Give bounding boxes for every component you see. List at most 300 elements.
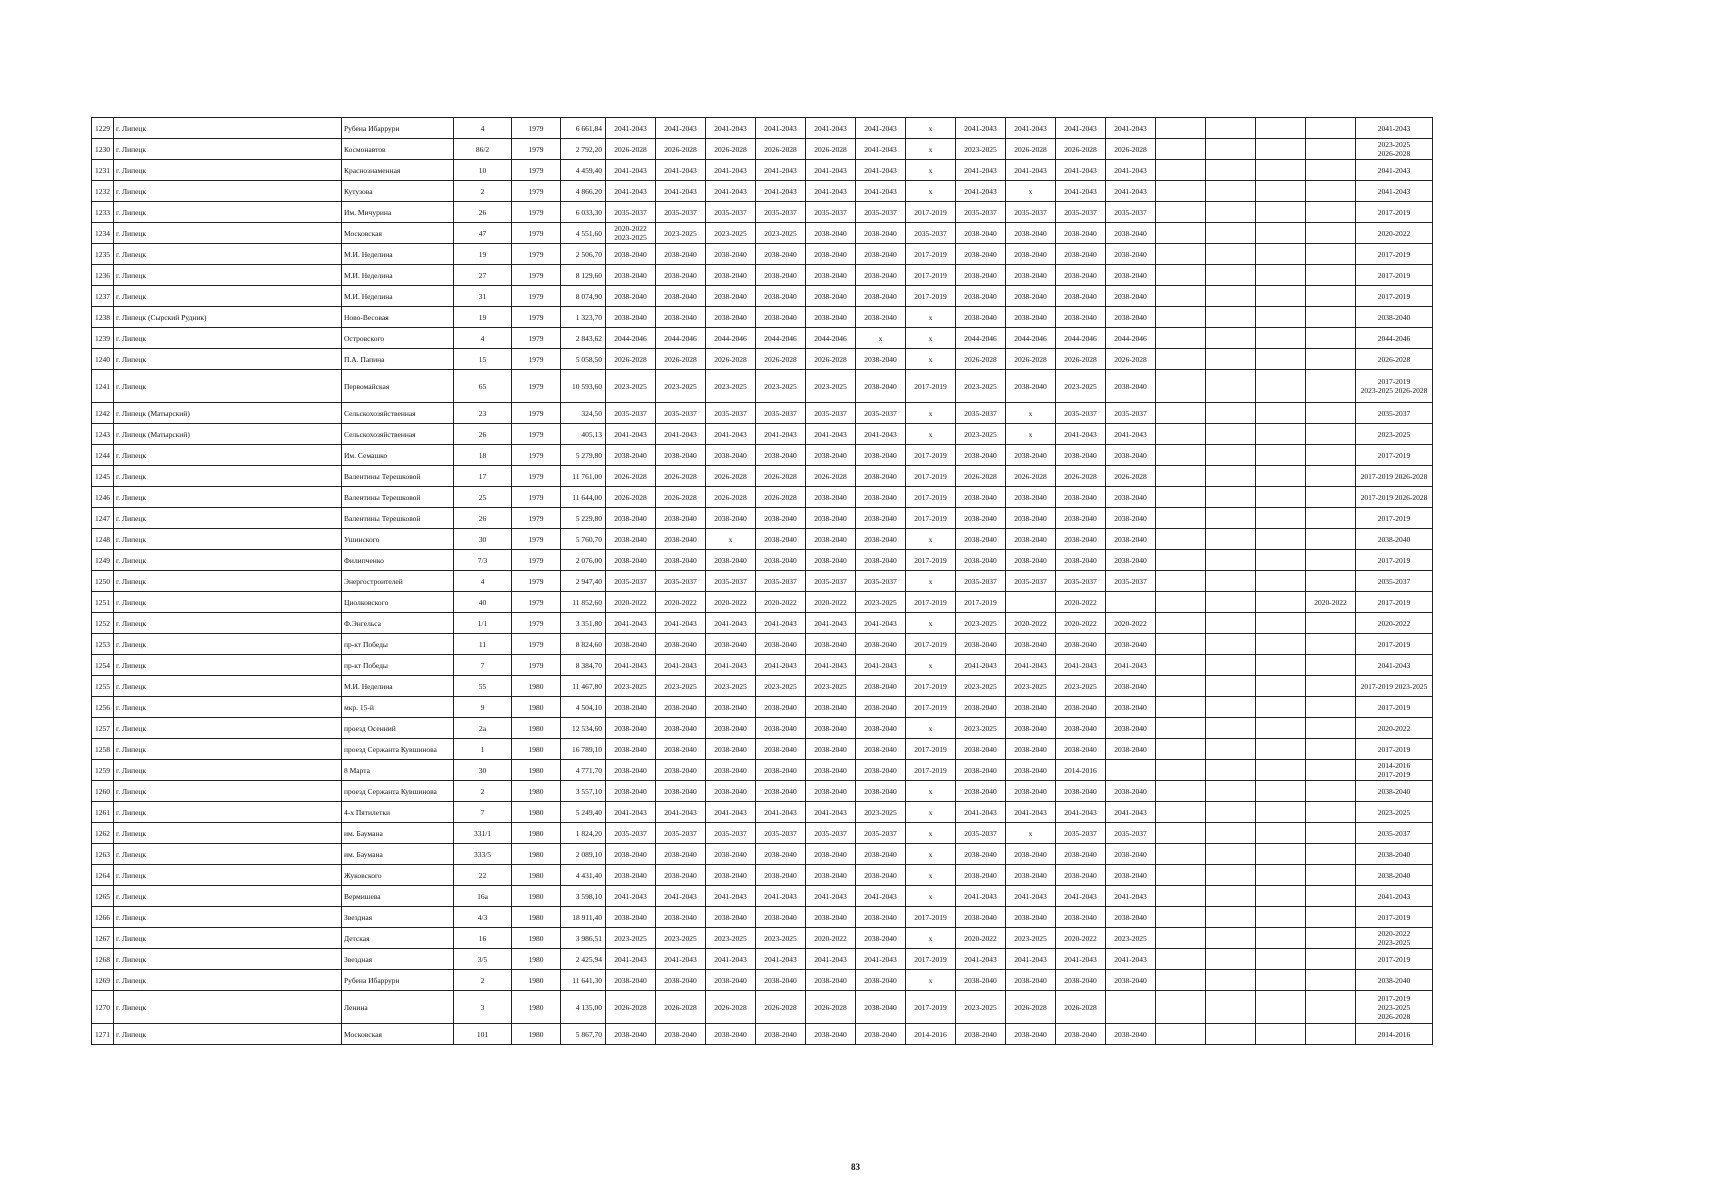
repair-period-cell: 2023-2025 [956,676,1006,697]
row-number-cell: 1241 [92,370,114,403]
repair-period-cell: 2041-2043 [756,424,806,445]
area-cell: 4 135,00 [561,991,606,1024]
repair-period-cell: x [906,181,956,202]
repair-period-cell: 2038-2040 [756,865,806,886]
repair-period-cell: 2038-2040 [856,676,906,697]
repair-period-cell: 2038-2040 [1056,970,1106,991]
row-number-cell: 1271 [92,1024,114,1045]
repair-period-cell [1256,592,1306,613]
house-number-cell: 65 [454,370,512,403]
repair-period-cell: 2026-2028 [806,991,856,1024]
repair-period-cell: 2038-2040 [856,907,906,928]
repair-period-cell [1156,307,1206,328]
repair-period-cell: 2041-2043 [856,160,906,181]
repair-period-cell [1306,118,1356,139]
house-number-cell: 2 [454,781,512,802]
repair-period-cell: 2038-2040 [856,1024,906,1045]
repair-period-cell: 2038-2040 [1006,781,1056,802]
locality-cell: г. Липецк [114,634,342,655]
repair-period-cell [1256,886,1306,907]
summary-period-cell: 2017-2019 [1356,286,1433,307]
repair-period-cell: 2038-2040 [756,307,806,328]
repair-period-cell: 2041-2043 [756,118,806,139]
repair-period-cell: 2038-2040 [856,370,906,403]
street-cell: М.И. Неделина [342,265,454,286]
locality-cell: г. Липецк [114,1024,342,1045]
table-row [92,286,1433,307]
street-cell: проезд Осенний [342,718,454,739]
repair-period-cell: 2017-2019 [906,634,956,655]
repair-period-cell [1206,760,1256,781]
house-number-cell: 10 [454,160,512,181]
repair-period-cell: x [906,802,956,823]
repair-period-cell: x [906,613,956,634]
repair-period-cell: 2038-2040 [706,781,756,802]
repair-period-cell: 2041-2043 [706,613,756,634]
summary-period-cell: 2014-2016 2017-2019 [1356,760,1433,781]
repair-period-cell [1156,403,1206,424]
repair-period-cell [1306,349,1356,370]
repair-period-cell: 2038-2040 [1006,370,1056,403]
summary-period-cell: 2038-2040 [1356,529,1433,550]
repair-period-cell: 2038-2040 [1106,1024,1156,1045]
repair-period-cell: 2041-2043 [956,160,1006,181]
locality-cell: г. Липецк [114,823,342,844]
repair-period-cell: 2038-2040 [956,739,1006,760]
summary-period-cell: 2023-2025 [1356,424,1433,445]
repair-period-cell: 2023-2025 [806,676,856,697]
house-number-cell: 2 [454,970,512,991]
repair-period-cell [1206,991,1256,1024]
repair-period-cell: 2038-2040 [956,244,1006,265]
repair-period-cell: 2023-2025 [656,928,706,949]
area-cell: 11 761,00 [561,466,606,487]
street-cell: пр-кт Победы [342,634,454,655]
repair-period-cell: 2041-2043 [606,802,656,823]
repair-period-cell [1306,613,1356,634]
street-cell: Кутузова [342,181,454,202]
summary-period-cell: 2020-2022 2023-2025 [1356,928,1433,949]
repair-period-cell: 2035-2037 [956,403,1006,424]
repair-period-cell [1306,139,1356,160]
repair-period-cell: 2026-2028 [756,349,806,370]
row-number-cell: 1262 [92,823,114,844]
repair-period-cell: 2038-2040 [1006,529,1056,550]
area-cell: 6 033,30 [561,202,606,223]
street-cell: им. Баумана [342,844,454,865]
repair-period-cell: x [906,349,956,370]
repair-period-cell: 2038-2040 [1006,760,1056,781]
street-cell: Рубена Ибаррури [342,118,454,139]
repair-period-cell [1306,907,1356,928]
repair-period-cell: x [856,328,906,349]
repair-period-cell: 2023-2025 [756,928,806,949]
repair-period-cell: 2038-2040 [706,634,756,655]
repair-period-cell: 2035-2037 [706,403,756,424]
repair-period-cell: 2026-2028 [1006,991,1056,1024]
repair-period-cell: 2014-2016 [906,1024,956,1045]
repair-period-cell: 2017-2019 [906,739,956,760]
build-year-cell: 1979 [512,592,561,613]
house-number-cell: 17 [454,466,512,487]
repair-period-cell: 2038-2040 [856,445,906,466]
row-number-cell: 1267 [92,928,114,949]
repair-period-cell: 2026-2028 [656,487,706,508]
build-year-cell: 1980 [512,760,561,781]
table-row [92,529,1433,550]
table-row [92,991,1433,1024]
repair-period-cell: 2038-2040 [606,718,656,739]
repair-period-cell [1256,802,1306,823]
house-number-cell: 27 [454,265,512,286]
repair-period-cell: 2038-2040 [706,760,756,781]
repair-period-cell: 2038-2040 [1056,697,1106,718]
repair-period-cell: 2017-2019 [906,286,956,307]
house-number-cell: 47 [454,223,512,244]
area-cell: 2 425,94 [561,949,606,970]
repair-period-cell: 2020-2022 [806,592,856,613]
repair-period-cell: 2038-2040 [856,487,906,508]
repair-period-cell: 2020-2022 [1006,613,1056,634]
repair-period-cell: 2038-2040 [1006,307,1056,328]
repair-period-cell [1206,592,1256,613]
row-number-cell: 1249 [92,550,114,571]
repair-period-cell: 2038-2040 [1006,697,1056,718]
repair-period-cell [1306,244,1356,265]
house-number-cell: 40 [454,592,512,613]
repair-period-cell: 2041-2043 [806,424,856,445]
repair-period-cell: 2023-2025 [956,613,1006,634]
table-row [92,349,1433,370]
table-row [92,802,1433,823]
repair-period-cell: 2038-2040 [1006,970,1056,991]
street-cell: Первомайская [342,370,454,403]
build-year-cell: 1979 [512,655,561,676]
area-cell: 4 771,70 [561,760,606,781]
locality-cell: г. Липецк [114,529,342,550]
repair-period-cell: x [906,844,956,865]
repair-period-cell: x [906,529,956,550]
row-number-cell: 1256 [92,697,114,718]
street-cell: Ленина [342,991,454,1024]
repair-period-cell [1156,1024,1206,1045]
table-row [92,403,1433,424]
repair-period-cell: 2038-2040 [1006,244,1056,265]
repair-period-cell: 2041-2043 [1106,160,1156,181]
repair-period-cell: 2026-2028 [706,991,756,1024]
repair-period-cell: 2038-2040 [806,445,856,466]
row-number-cell: 1268 [92,949,114,970]
table-row [92,886,1433,907]
repair-period-cell [1306,265,1356,286]
table-row [92,760,1433,781]
repair-period-cell: 2041-2043 [606,886,656,907]
locality-cell: г. Липецк [114,487,342,508]
repair-period-cell [1206,907,1256,928]
repair-period-cell: 2038-2040 [656,718,706,739]
repair-period-cell: 2035-2037 [1006,202,1056,223]
repair-period-cell: 2038-2040 [706,718,756,739]
build-year-cell: 1979 [512,286,561,307]
row-number-cell: 1230 [92,139,114,160]
repair-period-cell: 2041-2043 [806,160,856,181]
repair-period-cell [1156,202,1206,223]
repair-period-cell: 2038-2040 [606,445,656,466]
repair-period-cell: 2041-2043 [756,949,806,970]
repair-period-cell: 2026-2028 [1056,466,1106,487]
repair-period-cell: 2038-2040 [656,550,706,571]
area-cell: 324,50 [561,403,606,424]
repair-period-cell [1156,445,1206,466]
repair-period-cell [1206,265,1256,286]
summary-period-cell: 2035-2037 [1356,571,1433,592]
repair-period-cell: 2041-2043 [706,886,756,907]
area-cell: 3 557,10 [561,781,606,802]
repair-period-cell: 2041-2043 [706,160,756,181]
street-cell: им. Баумана [342,823,454,844]
build-year-cell: 1980 [512,697,561,718]
repair-period-cell: 2038-2040 [756,445,806,466]
area-cell: 3 986,51 [561,928,606,949]
row-number-cell: 1247 [92,508,114,529]
area-cell: 2 076,00 [561,550,606,571]
repair-period-cell: 2023-2025 [856,802,906,823]
repair-period-cell [1306,508,1356,529]
repair-period-cell: 2038-2040 [1056,286,1106,307]
repair-period-cell [1206,487,1256,508]
house-number-cell: 4/3 [454,907,512,928]
repair-period-cell: 2038-2040 [1106,865,1156,886]
repair-period-cell: 2038-2040 [1056,718,1106,739]
street-cell: Сельскохозяйственная [342,424,454,445]
capital-repair-schedule-table [91,117,1433,1045]
repair-period-cell: 2023-2025 [956,718,1006,739]
row-number-cell: 1244 [92,445,114,466]
repair-period-cell: 2023-2025 [956,370,1006,403]
repair-period-cell: 2026-2028 [706,139,756,160]
street-cell: мкр. 15-й [342,697,454,718]
area-cell: 8 074,90 [561,286,606,307]
summary-period-cell: 2038-2040 [1356,781,1433,802]
row-number-cell: 1232 [92,181,114,202]
locality-cell: г. Липецк [114,592,342,613]
street-cell: Им. Семашко [342,445,454,466]
repair-period-cell: 2035-2037 [806,571,856,592]
repair-period-cell [1256,634,1306,655]
house-number-cell: 18 [454,445,512,466]
repair-period-cell: x [1006,823,1056,844]
repair-period-cell: 2038-2040 [656,907,706,928]
repair-period-cell: 2038-2040 [1006,718,1056,739]
repair-period-cell: 2038-2040 [806,634,856,655]
locality-cell: г. Липецк [114,802,342,823]
build-year-cell: 1979 [512,445,561,466]
locality-cell: г. Липецк [114,244,342,265]
row-number-cell: 1254 [92,655,114,676]
area-cell: 5 279,80 [561,445,606,466]
repair-period-cell: 2035-2037 [756,823,806,844]
repair-period-cell: 2041-2043 [1106,886,1156,907]
street-cell: Вермишева [342,886,454,907]
area-cell: 2 843,62 [561,328,606,349]
row-number-cell: 1251 [92,592,114,613]
repair-period-cell: x [906,886,956,907]
repair-period-cell: 2038-2040 [1056,223,1106,244]
repair-period-cell: x [906,403,956,424]
repair-period-cell: 2041-2043 [806,886,856,907]
repair-period-cell [1256,676,1306,697]
repair-period-cell [1256,844,1306,865]
repair-period-cell: 2026-2028 [606,487,656,508]
locality-cell: г. Липецк [114,286,342,307]
table-row [92,202,1433,223]
repair-period-cell [1206,739,1256,760]
row-number-cell: 1255 [92,676,114,697]
table-row [92,928,1433,949]
area-cell: 5 058,50 [561,349,606,370]
repair-period-cell: 2038-2040 [1056,487,1106,508]
area-cell: 1 323,70 [561,307,606,328]
street-cell: пр-кт Победы [342,655,454,676]
build-year-cell: 1979 [512,349,561,370]
build-year-cell: 1980 [512,781,561,802]
repair-period-cell: 2038-2040 [606,781,656,802]
build-year-cell: 1979 [512,139,561,160]
repair-period-cell: 2017-2019 [906,760,956,781]
repair-period-cell: 2035-2037 [1056,571,1106,592]
repair-period-cell: 2035-2037 [1106,403,1156,424]
street-cell: М.И. Неделина [342,676,454,697]
repair-period-cell: 2038-2040 [706,550,756,571]
repair-period-cell: 2038-2040 [606,907,656,928]
repair-period-cell: 2017-2019 [906,676,956,697]
repair-period-cell: 2041-2043 [656,181,706,202]
repair-period-cell: 2041-2043 [1056,949,1106,970]
repair-period-cell [1306,307,1356,328]
summary-period-cell: 2017-2019 [1356,508,1433,529]
repair-period-cell: 2038-2040 [606,739,656,760]
repair-period-cell [1206,223,1256,244]
row-number-cell: 1263 [92,844,114,865]
summary-period-cell: 2035-2037 [1356,823,1433,844]
area-cell: 5 867,70 [561,1024,606,1045]
row-number-cell: 1246 [92,487,114,508]
repair-period-cell: 2038-2040 [656,739,706,760]
repair-period-cell: 2026-2028 [956,466,1006,487]
build-year-cell: 1980 [512,991,561,1024]
repair-period-cell: 2038-2040 [1056,781,1106,802]
area-cell: 3 598,10 [561,886,606,907]
house-number-cell: 55 [454,676,512,697]
repair-period-cell: 2038-2040 [1006,265,1056,286]
repair-period-cell [1156,865,1206,886]
repair-period-cell: 2023-2025 [756,223,806,244]
build-year-cell: 1979 [512,118,561,139]
repair-period-cell [1006,592,1056,613]
repair-period-cell [1306,424,1356,445]
repair-period-cell: 2038-2040 [1106,529,1156,550]
repair-period-cell [1156,139,1206,160]
repair-period-cell: 2038-2040 [956,529,1006,550]
repair-period-cell: 2023-2025 [706,370,756,403]
repair-period-cell [1306,928,1356,949]
repair-period-cell: 2038-2040 [656,307,706,328]
repair-period-cell: x [906,139,956,160]
house-number-cell: 26 [454,202,512,223]
repair-period-cell: 2038-2040 [806,970,856,991]
summary-period-cell: 2017-2019 [1356,244,1433,265]
repair-period-cell [1156,697,1206,718]
repair-period-cell: 2041-2043 [956,802,1006,823]
repair-period-cell [1156,949,1206,970]
repair-period-cell: 2038-2040 [956,1024,1006,1045]
build-year-cell: 1979 [512,487,561,508]
area-cell: 16 789,10 [561,739,606,760]
repair-period-cell: 2038-2040 [1106,286,1156,307]
repair-period-cell [1206,886,1256,907]
repair-period-cell: 2038-2040 [606,844,656,865]
repair-period-cell: 2041-2043 [806,949,856,970]
house-number-cell: 101 [454,1024,512,1045]
repair-period-cell: 2035-2037 [956,571,1006,592]
repair-period-cell: 2041-2043 [706,424,756,445]
repair-period-cell [1156,781,1206,802]
repair-period-cell: 2038-2040 [706,865,756,886]
repair-period-cell [1206,613,1256,634]
table-row [92,949,1433,970]
repair-period-cell: 2038-2040 [806,550,856,571]
summary-period-cell: 2020-2022 [1356,613,1433,634]
repair-period-cell: 2020-2022 [1306,592,1356,613]
repair-period-cell: 2017-2019 [906,949,956,970]
table-row [92,487,1433,508]
row-number-cell: 1252 [92,613,114,634]
repair-period-cell [1256,307,1306,328]
house-number-cell: 25 [454,487,512,508]
repair-period-cell: 2038-2040 [756,286,806,307]
repair-period-cell [1306,802,1356,823]
repair-period-cell [1256,1024,1306,1045]
repair-period-cell [1206,970,1256,991]
repair-period-cell [1206,823,1256,844]
repair-period-cell [1256,286,1306,307]
build-year-cell: 1980 [512,949,561,970]
repair-period-cell [1306,571,1356,592]
summary-period-cell: 2017-2019 [1356,697,1433,718]
street-cell: проезд Сержанта Кувшинова [342,781,454,802]
repair-period-cell [1256,760,1306,781]
repair-period-cell: 2041-2043 [806,181,856,202]
street-cell: Островского [342,328,454,349]
repair-period-cell: 2023-2025 [1006,676,1056,697]
repair-period-cell [1256,223,1306,244]
repair-period-cell: x [706,529,756,550]
repair-period-cell: 2026-2028 [756,139,806,160]
row-number-cell: 1245 [92,466,114,487]
repair-period-cell: 2035-2037 [1006,571,1056,592]
row-number-cell: 1269 [92,970,114,991]
repair-period-cell: 2038-2040 [1106,739,1156,760]
repair-period-cell: 2038-2040 [1056,844,1106,865]
house-number-cell: 3/5 [454,949,512,970]
repair-period-cell: 2026-2028 [606,139,656,160]
repair-period-cell: 2026-2028 [1106,139,1156,160]
repair-period-cell [1156,907,1206,928]
table-row [92,328,1433,349]
repair-period-cell: 2020-2022 2023-2025 [606,223,656,244]
repair-period-cell: 2023-2025 [656,370,706,403]
repair-period-cell: 2038-2040 [656,844,706,865]
